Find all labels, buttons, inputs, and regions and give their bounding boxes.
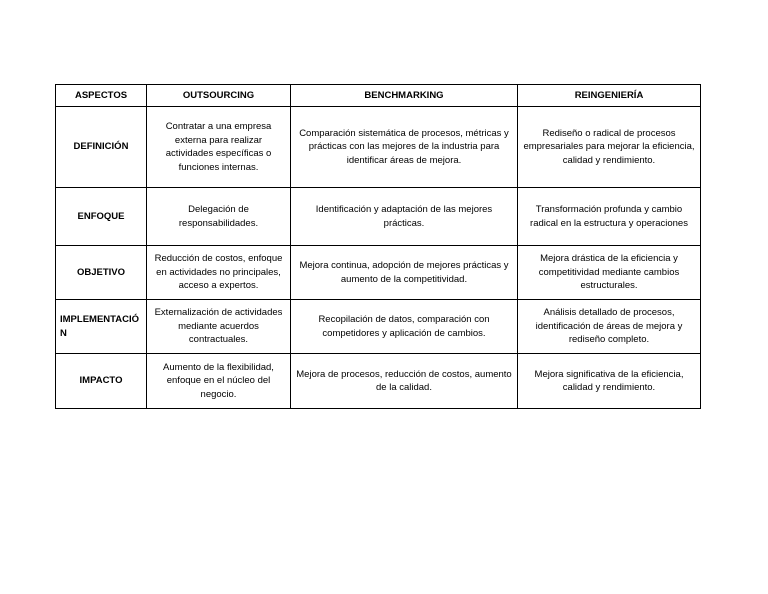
table-row [56, 246, 701, 300]
table-row [56, 107, 701, 188]
table-row [56, 300, 701, 354]
comparison-table [55, 84, 701, 409]
aspect-cell: IMPACTO [56, 354, 147, 409]
table-row [56, 354, 701, 409]
benchmarking-cell: Mejora de procesos, reducción de costos, aumento de la calidad. [291, 354, 518, 409]
header-benchmarking: BENCHMARKING [291, 85, 518, 107]
aspect-cell: DEFINICIÓN [56, 107, 147, 188]
header-outsourcing: OUTSOURCING [147, 85, 291, 107]
outsourcing-cell: Delegación de responsabilidades. [147, 188, 291, 246]
benchmarking-cell: Mejora continua, adopción de mejores prácticas y aumento de la competitividad. [291, 246, 518, 300]
table-body [56, 107, 701, 409]
reingenieria-cell: Mejora drástica de la eficiencia y competitividad mediante cambios estructurales. [518, 246, 701, 300]
outsourcing-cell: Aumento de la flexibilidad, enfoque en el núcleo del negocio. [147, 354, 291, 409]
outsourcing-cell: Externalización de actividades mediante acuerdos contractuales. [147, 300, 291, 354]
reingenieria-cell: Rediseño o radical de procesos empresariales para mejorar la eficiencia, calidad y rendimiento. [518, 107, 701, 188]
aspect-cell: OBJETIVO [56, 246, 147, 300]
aspect-cell: IMPLEMENTACIÓN [56, 300, 147, 354]
benchmarking-cell: Recopilación de datos, comparación con competidores y aplicación de cambios. [291, 300, 518, 354]
aspect-cell: ENFOQUE [56, 188, 147, 246]
reingenieria-cell: Análisis detallado de procesos, identificación de áreas de mejora y rediseño completo. [518, 300, 701, 354]
benchmarking-cell: Comparación sistemática de procesos, métricas y prácticas con las mejores de la industria para identificar áreas de mejora. [291, 107, 518, 188]
benchmarking-cell: Identificación y adaptación de las mejores prácticas. [291, 188, 518, 246]
table-row [56, 188, 701, 246]
reingenieria-cell: Transformación profunda y cambio radical en la estructura y operaciones [518, 188, 701, 246]
reingenieria-cell: Mejora significativa de la eficiencia, calidad y rendimiento. [518, 354, 701, 409]
outsourcing-cell: Reducción de costos, enfoque en actividades no principales, acceso a expertos. [147, 246, 291, 300]
table-header [56, 85, 701, 107]
header-aspectos: ASPECTOS [56, 85, 147, 107]
header-row [56, 85, 701, 107]
outsourcing-cell: Contratar a una empresa externa para realizar actividades específicas o funciones internas. [147, 107, 291, 188]
header-reingenieria: REINGENIERÍA [518, 85, 701, 107]
